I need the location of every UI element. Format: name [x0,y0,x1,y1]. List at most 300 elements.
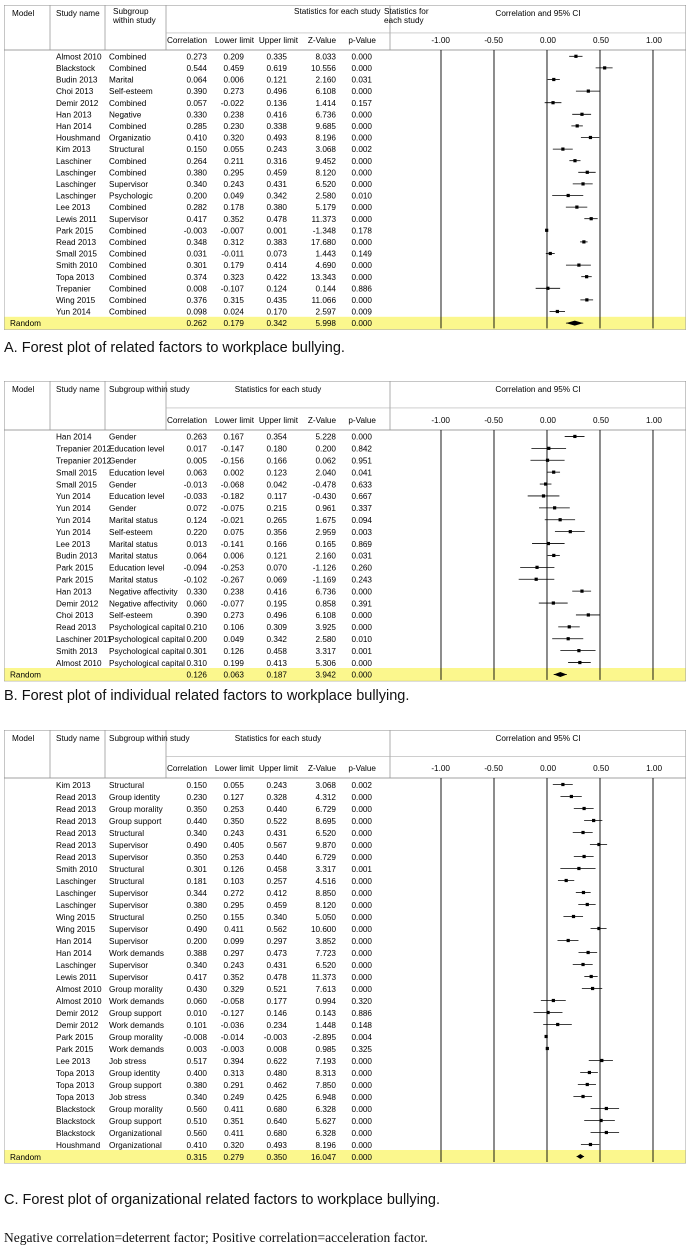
row-study-name: Small 2015 [56,480,97,490]
row-subgroup: Combined [109,203,147,213]
row-upper-limit: 0.440 [266,804,287,814]
row-study-name: Laschinger [56,960,97,970]
row-p-value: 0.886 [351,1008,372,1018]
row-correlation: 0.060 [186,599,208,609]
header-subgroup: within study [113,15,156,25]
row-lower-limit: 0.320 [223,1140,244,1150]
row-correlation: 0.417 [186,972,207,982]
row-subgroup: Group support [109,1080,162,1090]
row-subgroup: Supervisor [109,960,149,970]
row-z-value: 0.165 [315,539,337,549]
row-z-value: 10.556 [310,63,337,73]
row-upper-limit: 0.422 [266,272,288,282]
header-stats: Statistics for each study [294,6,381,16]
row-p-value: 0.000 [351,670,372,680]
row-p-value: 0.000 [351,804,372,814]
row-p-value: 0.002 [351,145,372,155]
row-upper-limit: 0.073 [266,249,288,259]
row-study-name: Lee 2013 [56,1056,91,1066]
row-subgroup: Marital status [109,539,158,549]
row-p-value: 0.000 [351,658,372,668]
row-lower-limit: 0.329 [223,984,244,994]
row-p-value: 0.667 [351,492,372,502]
row-p-value: 0.000 [351,972,372,982]
row-lower-limit: -0.036 [220,1020,244,1030]
row-subgroup: Gender [109,480,137,490]
row-lower-limit: 0.323 [223,272,245,282]
row-z-value: 10.600 [310,924,336,934]
header-lower-limit: Lower limit [214,415,255,425]
row-correlation: 0.031 [186,249,208,259]
row-p-value: 0.000 [351,948,372,958]
row-subgroup: Psychologic [109,191,153,201]
row-lower-limit: 0.099 [223,936,244,946]
row-upper-limit: 0.243 [266,780,287,790]
row-lower-limit: 0.126 [223,646,245,656]
row-subgroup: Structural [109,828,145,838]
point-estimate [570,795,573,798]
header-lower-limit: Lower limit [214,764,254,773]
row-study-name: Read 2013 [56,623,97,633]
row-z-value: 2.040 [315,468,337,478]
row-lower-limit: 0.243 [223,828,244,838]
row-study-name: Smith 2010 [56,261,98,271]
row-lower-limit: 0.178 [223,203,245,213]
point-estimate [605,1131,608,1134]
row-z-value: 7.613 [315,984,336,994]
row-correlation: 0.072 [186,504,208,514]
row-z-value: 4.312 [315,792,336,802]
row-upper-limit: 0.459 [266,900,287,910]
row-correlation: 0.350 [186,852,207,862]
row-p-value: 0.041 [351,468,372,478]
row-correlation: 0.344 [186,888,207,898]
point-estimate [535,578,538,581]
row-correlation: 0.250 [186,912,207,922]
row-z-value: 0.062 [315,456,337,466]
row-study-name: Wing 2015 [56,924,96,934]
row-correlation: 0.301 [186,864,207,874]
row-lower-limit: 0.249 [223,1092,244,1102]
point-estimate [582,891,585,894]
row-study-name: Park 2015 [56,1032,94,1042]
row-study-name: Blackstock [56,1104,96,1114]
row-correlation: 0.340 [186,179,208,189]
caption-b: B. Forest plot of individual related factors to workplace bullying. [4,688,410,704]
row-study-name: Han 2014 [56,936,92,946]
row-subgroup: Work demands [109,1020,164,1030]
row-correlation: 0.200 [186,936,207,946]
row-upper-limit: 0.413 [266,658,288,668]
caption-a: A. Forest plot of related factors to workplace bullying. [4,340,345,356]
row-p-value: 0.004 [351,1032,372,1042]
summary-model-label: Random [10,670,41,680]
header-correlation: Correlation [166,764,207,773]
row-p-value: 0.000 [351,984,372,994]
row-lower-limit: 0.006 [223,551,245,561]
point-estimate [567,939,570,942]
row-subgroup: Negative affectivity [109,599,178,609]
header-box [4,730,686,778]
row-lower-limit: -0.075 [220,504,245,514]
row-subgroup: Job stress [109,1092,147,1102]
point-estimate [544,482,547,485]
row-subgroup: Group identity [109,1068,160,1078]
row-correlation: 0.301 [186,261,208,271]
row-correlation: 0.064 [186,75,208,85]
row-lower-limit: -0.141 [220,539,245,549]
row-p-value: 0.000 [351,936,372,946]
row-lower-limit: -0.011 [221,249,245,259]
row-z-value: 3.942 [315,670,337,680]
header-p-value: p-Value [348,764,376,773]
row-upper-limit: 0.166 [266,456,288,466]
row-upper-limit: 0.342 [266,191,288,201]
row-lower-limit: 0.313 [223,1068,244,1078]
row-upper-limit: 0.619 [266,63,288,73]
row-upper-limit: 0.496 [266,611,288,621]
point-estimate [565,879,568,882]
row-upper-limit: 0.431 [266,179,288,189]
row-p-value: 0.000 [351,1068,372,1078]
row-subgroup: Group morality [109,804,163,814]
row-z-value: 8.120 [315,900,336,910]
row-lower-limit: 0.352 [223,214,245,224]
row-correlation: 0.560 [186,1128,207,1138]
row-lower-limit: -0.267 [220,575,245,585]
row-p-value: 0.337 [351,504,372,514]
row-subgroup: Combined [109,272,147,282]
row-upper-limit: 0.335 [266,52,288,62]
row-z-value: 2.160 [315,75,337,85]
row-correlation: 0.490 [186,924,207,934]
point-estimate [587,89,590,92]
row-subgroup: Supervisor [109,214,149,224]
point-estimate [549,252,552,255]
row-p-value: 0.000 [351,168,372,178]
header-stats: Statistics for each study [234,734,322,743]
axis-tick-label: 1.00 [646,35,662,45]
row-z-value: 6.948 [315,1092,336,1102]
row-p-value: 0.000 [351,319,372,329]
row-study-name: Lewis 2011 [56,972,97,982]
row-subgroup: Combined [109,168,147,178]
row-upper-limit: 0.435 [266,295,288,305]
point-estimate [545,1035,548,1038]
row-p-value: 0.010 [351,191,372,201]
row-p-value: 0.000 [351,816,372,826]
forest-plot-c-svg [4,730,686,1164]
row-subgroup: Group morality [109,1032,163,1042]
row-lower-limit: 0.063 [223,670,245,680]
axis-tick-label: 1.00 [646,415,662,425]
row-correlation: 0.200 [186,191,208,201]
header-z-value: Z-Value [307,35,337,45]
summary-model-label: Random [10,319,41,329]
point-estimate [582,240,585,243]
row-z-value: 0.858 [315,599,337,609]
row-subgroup: Marital status [109,515,158,525]
row-p-value: 0.010 [351,634,372,644]
row-correlation: 0.348 [186,237,208,247]
row-correlation: 0.273 [186,52,208,62]
row-correlation: 0.064 [186,551,208,561]
row-subgroup: Education level [109,563,165,573]
row-p-value: 0.886 [351,284,372,294]
row-study-name: Almost 2010 [56,52,102,62]
row-study-name: Kim 2013 [56,145,91,155]
row-lower-limit: 0.211 [224,156,245,166]
row-correlation: -0.094 [183,563,208,573]
row-p-value: 0.000 [351,1104,372,1114]
point-estimate [581,831,584,834]
row-subgroup: Work demands [109,948,164,958]
point-estimate [575,205,578,208]
row-lower-limit: 0.253 [223,852,244,862]
row-z-value: 6.328 [315,1128,336,1138]
row-p-value: 0.001 [351,864,372,874]
row-upper-limit: 0.342 [266,319,288,329]
footnote: Negative correlation=deterrent factor; Positive correlation=acceleration factor. [4,1230,428,1245]
row-subgroup: Gender [109,504,137,514]
row-study-name: Read 2013 [56,804,97,814]
row-z-value: 2.580 [315,634,337,644]
row-lower-limit: 0.315 [223,295,245,305]
header-stats: Statistics for each study [234,384,322,394]
row-p-value: 0.000 [351,1056,372,1066]
row-subgroup: Supervisor [109,179,149,189]
row-z-value: 1.414 [315,98,337,108]
header-study-name: Study name [56,734,100,743]
row-correlation: 0.430 [186,984,207,994]
axis-tick-label: 0.00 [540,415,556,425]
row-lower-limit: -0.058 [220,996,244,1006]
row-lower-limit: -0.156 [220,456,245,466]
row-z-value: 5.306 [315,658,337,668]
row-p-value: 0.000 [351,203,372,213]
row-z-value: -1.169 [312,575,337,585]
row-upper-limit: 0.008 [266,1044,287,1054]
row-correlation: 0.380 [186,168,208,178]
row-subgroup: Combined [109,295,147,305]
row-subgroup: Structural [109,912,145,922]
row-correlation: 0.285 [186,121,208,131]
row-z-value: 8.196 [315,1140,336,1150]
row-upper-limit: 0.195 [266,599,288,609]
row-z-value: 16.047 [310,1152,336,1162]
row-correlation: 0.150 [186,780,207,790]
row-lower-limit: 0.351 [223,1116,244,1126]
point-estimate [590,975,593,978]
row-correlation: 0.181 [186,876,207,886]
header-box [4,381,686,430]
row-correlation: 0.440 [186,816,207,826]
row-correlation: 0.340 [186,1092,207,1102]
header-p-value: p-Value [348,35,376,45]
row-correlation: 0.340 [186,960,207,970]
point-estimate [581,963,584,966]
axis-tick-label: 0.50 [593,415,609,425]
row-lower-limit: 0.055 [223,145,245,155]
row-z-value: 2.959 [315,527,337,537]
point-estimate [546,1011,549,1014]
row-z-value: 8.196 [315,133,337,143]
row-subgroup: Structural [109,864,145,874]
point-estimate [577,867,580,870]
row-study-name: Topa 2013 [56,272,95,282]
point-estimate [591,987,594,990]
header-p-value: p-Value [348,415,376,425]
row-lower-limit: -0.127 [220,1008,244,1018]
row-p-value: 0.178 [351,226,372,236]
row-study-name: Park 2015 [56,563,94,573]
row-study-name: Budin 2013 [56,551,98,561]
row-z-value: 3.317 [315,864,336,874]
point-estimate [568,625,571,628]
row-subgroup: Education level [109,492,165,502]
row-subgroup: Group morality [109,1104,163,1114]
row-correlation: 0.376 [186,295,208,305]
row-study-name: Read 2013 [56,816,97,826]
row-study-name: Laschinger [56,168,97,178]
row-lower-limit: -0.021 [220,515,245,525]
row-p-value: 0.002 [351,780,372,790]
axis-tick-label: -0.50 [484,415,503,425]
row-p-value: 0.842 [351,444,372,454]
row-upper-limit: 0.440 [266,852,287,862]
point-estimate [578,661,581,664]
row-correlation: -0.008 [183,1032,207,1042]
row-lower-limit: 0.230 [223,121,245,131]
point-estimate [547,447,550,450]
row-subgroup: Combined [109,156,147,166]
row-lower-limit: 0.272 [223,888,244,898]
row-correlation: 0.315 [186,1152,207,1162]
row-study-name: Han 2014 [56,121,92,131]
row-upper-limit: 0.340 [266,912,287,922]
row-upper-limit: 0.459 [266,168,288,178]
row-subgroup: Structural [109,876,145,886]
row-upper-limit: 0.070 [266,563,288,573]
axis-tick-label: -0.50 [484,764,503,773]
row-z-value: 8.120 [315,168,337,178]
row-p-value: 0.003 [351,527,372,537]
row-upper-limit: 0.416 [266,587,288,597]
point-estimate [573,159,576,162]
point-estimate [577,263,580,266]
row-upper-limit: 0.215 [266,504,288,514]
row-p-value: 0.009 [351,307,372,317]
header-model: Model [12,734,35,743]
row-correlation: -0.003 [183,226,208,236]
point-estimate [556,310,559,313]
row-study-name: Lewis 2011 [56,214,97,224]
row-subgroup: Psychological capital [109,646,186,656]
summary-row-highlight [5,317,686,330]
point-estimate [580,113,583,116]
point-estimate [553,506,556,509]
row-correlation: 0.380 [186,900,207,910]
row-lower-limit: -0.077 [220,599,245,609]
row-subgroup: Supervisor [109,852,149,862]
header-upper-limit: Upper limit [258,415,299,425]
row-correlation: 0.400 [186,1068,207,1078]
row-subgroup: Education level [109,444,165,454]
row-correlation: -0.013 [183,480,208,490]
row-study-name: Han 2014 [56,948,92,958]
row-subgroup: Combined [109,237,147,247]
row-study-name: Topa 2013 [56,1068,95,1078]
row-correlation: 0.490 [186,840,207,850]
row-z-value: 0.961 [315,504,337,514]
row-study-name: Laschinger [56,900,97,910]
row-lower-limit: 0.055 [223,780,244,790]
row-upper-limit: 0.350 [266,1152,287,1162]
row-study-name: Demir 2012 [56,98,99,108]
row-study-name: Read 2013 [56,852,97,862]
row-upper-limit: 0.342 [266,634,288,644]
row-subgroup: Organizational [109,1128,162,1138]
row-lower-limit: 0.350 [223,816,244,826]
point-estimate [561,783,564,786]
row-subgroup: Self-esteem [109,87,153,97]
row-p-value: 0.000 [351,1152,372,1162]
row-upper-limit: 0.166 [266,539,288,549]
row-subgroup: Supervisor [109,936,149,946]
row-z-value: 11.373 [311,972,336,982]
row-p-value: 0.031 [351,551,372,561]
row-p-value: 0.000 [351,237,372,247]
row-correlation: 0.003 [186,1044,207,1054]
row-correlation: 0.005 [186,456,208,466]
row-z-value: 6.736 [315,110,337,120]
row-study-name: Kim 2013 [56,780,91,790]
header-correlation: Correlation [166,35,208,45]
row-p-value: 0.000 [351,121,372,131]
row-lower-limit: -0.014 [220,1032,244,1042]
row-correlation: 0.263 [186,432,208,442]
row-upper-limit: 0.257 [266,876,287,886]
point-estimate [576,124,579,127]
row-p-value: 0.000 [351,840,372,850]
row-p-value: 0.000 [351,587,372,597]
row-subgroup: Psychological capital [109,658,186,668]
row-correlation: 0.310 [186,658,208,668]
axis-tick-label: 0.50 [593,764,609,773]
row-lower-limit: 0.243 [223,960,244,970]
row-p-value: 0.325 [351,1044,372,1054]
row-lower-limit: 0.320 [223,133,245,143]
row-correlation: 0.560 [186,1104,207,1114]
row-subgroup: Supervisor [109,900,149,910]
row-upper-limit: 0.328 [266,792,287,802]
row-study-name: Almost 2010 [56,658,102,668]
row-upper-limit: 0.493 [266,1140,287,1150]
row-correlation: 0.124 [186,515,208,525]
row-upper-limit: 0.316 [266,156,288,166]
row-lower-limit: 0.209 [223,52,245,62]
row-correlation: 0.340 [186,828,207,838]
row-z-value: 8.313 [315,1068,336,1078]
row-correlation: -0.102 [183,575,208,585]
row-study-name: Yun 2014 [56,492,91,502]
row-p-value: 0.148 [351,1020,372,1030]
row-upper-limit: 0.458 [266,864,287,874]
row-upper-limit: 0.123 [266,468,288,478]
point-estimate [559,518,562,521]
row-correlation: 0.417 [186,214,208,224]
row-subgroup: Combined [109,249,147,259]
